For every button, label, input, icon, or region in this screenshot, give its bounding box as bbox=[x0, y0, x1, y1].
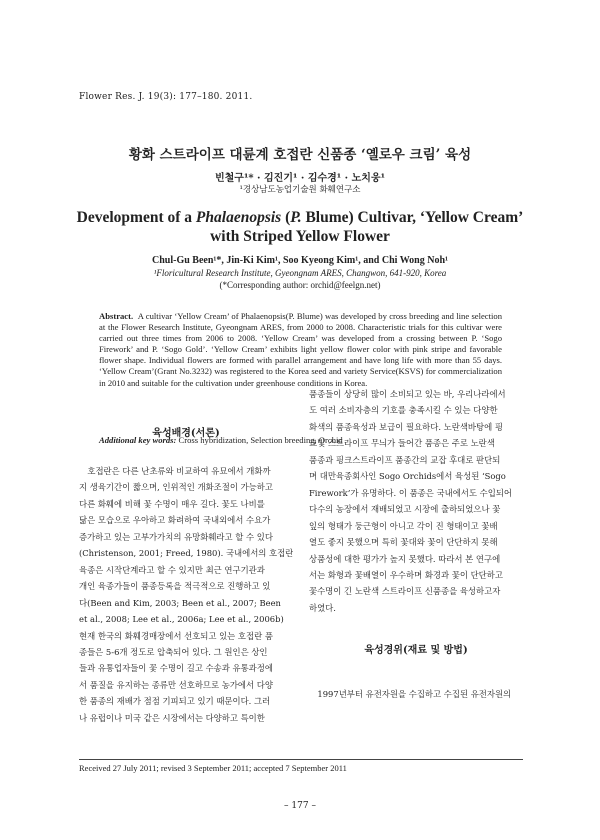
text-line: 다수의 농장에서 재배되었고 시장에 출하되었으나 꽃 bbox=[309, 504, 501, 515]
right-column-body bbox=[309, 386, 523, 616]
text-line: 크빛 스트라이프 무늬가 들어간 품종은 주로 노란색 bbox=[309, 438, 495, 449]
title-line-2: with Striped Yellow Flower bbox=[210, 228, 390, 245]
left-column bbox=[79, 426, 293, 726]
journal-citation: Flower Res. J. 19(3): 177–180. 2011. bbox=[79, 92, 253, 102]
abstract bbox=[99, 311, 502, 389]
title-genus-abbrev: P. bbox=[290, 209, 302, 226]
text-line: 종들은 5-6개 정도로 압축되어 있다. 그 원인은 상인 bbox=[79, 646, 268, 657]
text-line: 육종은 시작단계라고 할 수 있지만 최근 연구기관과 bbox=[79, 564, 265, 575]
section-heading-methods: 육성경위(재료 및 방법) bbox=[364, 645, 468, 657]
text-line: 서 품질을 유지하는 종류만 선호하므로 농가에서 다양 bbox=[79, 679, 273, 690]
text-line: (Christenson, 2001; Freed, 1980). 국내에서의 호접란 bbox=[79, 548, 293, 559]
right-column bbox=[309, 386, 523, 703]
text-line: 나 유럽이나 미국 같은 시장에서는 다양하고 특이한 bbox=[79, 712, 265, 723]
text-line: 열도 좋지 못했으며 특히 꽃대와 꽃이 단단하지 못해 bbox=[309, 537, 498, 548]
text-line: 품종들이 상당히 많이 소비되고 있는 바, 우리나라에서 bbox=[309, 389, 506, 399]
text-line: 한 품종의 재배가 점점 기피되고 있기 때문이다. 그러 bbox=[79, 696, 271, 707]
left-column-body bbox=[79, 463, 293, 726]
text-line: 꽃수명이 긴 노란색 스트라이프 신품종을 육성하고자 bbox=[309, 586, 501, 597]
text-line: Firework’가 유명하다. 이 품종은 국내에서도 수입되어 bbox=[309, 487, 512, 498]
text-line: 서는 화형과 꽃배열이 우수하며 화경과 꽃이 단단하고 bbox=[309, 569, 503, 580]
text-line: 호접란은 다른 난초류와 비교하여 유묘에서 개화까 bbox=[79, 466, 271, 476]
text-line: 화색의 품종육성과 보급이 필요하다. 노란색바탕에 핑 bbox=[309, 421, 503, 432]
text-line: 다(Been and Kim, 2003; Been et al., 2007; Been bbox=[79, 597, 281, 608]
title-text: Blume) Cultivar, ‘Yellow Cream’ bbox=[301, 209, 524, 226]
text-line: et al., 2008; Lee et al., 2006a; Lee et al., 2006b) bbox=[79, 614, 284, 625]
corresponding-author: (*Corresponding author: orchid@feelgn.net) bbox=[219, 280, 381, 290]
text-line: 상품성에 대한 평가가 높지 못했다. 따라서 본 연구에 bbox=[309, 553, 501, 564]
text-line: 1997년부터 유전자원을 수집하고 수집된 유전자원의 bbox=[309, 689, 512, 700]
title-text: Development of a bbox=[76, 209, 196, 226]
footnote-rule bbox=[79, 759, 523, 760]
abstract-text: A cultivar ‘Yellow Cream’ of Phalaenopsis(P. Blume) was developed by cross breeding and line selection at the Flower Research Institute, Gyeongnam ARES, from 2000 to 2008. Characteristic trials for this cultivar were carried out three times from 2006 to 2008. ‘Yellow Cream’ was developed from a crossing between P. ‘Sogo Firework’ and P. ‘Sogo Gold’. ‘Yellow Cream’ exhibits light yellow flower color with pink stripe and favorable flower shape. Individual flowers are formed with parallel arrangement and have long life with more than 55 days. ‘Yellow Cream’(Grant No.3232) was registered to the Korea seed and variety Service(KSVS) for commercialization in 2010 and suitable for the cultivation under greenhouse conditions in Korea. bbox=[99, 311, 502, 388]
title-genus: Phalaenopsis bbox=[195, 209, 282, 226]
abstract-label: Abstract. bbox=[99, 311, 134, 321]
received-dates: Received 27 July 2011; revised 3 September 2011; accepted 7 September 2011 bbox=[79, 763, 347, 773]
title-text: ( bbox=[281, 209, 291, 226]
text-line: 하였다. bbox=[309, 602, 336, 613]
korean-title: 황화 스트라이프 대륜계 호접란 신품종 ‘옐로우 크림’ 육성 bbox=[128, 147, 472, 163]
page-number: – 177 – bbox=[284, 801, 316, 811]
text-line: 들과 유통업자들이 꽃 수명이 길고 수송과 유통과정에 bbox=[79, 663, 273, 674]
english-authors: Chul-Gu Been¹*, Jin-Ki Kim¹, Soo Kyeong Kim¹, and Chi Wong Noh¹ bbox=[151, 255, 449, 266]
text-line: 다른 화훼에 비해 꽃 수명이 매우 길다. 꽃도 나비를 bbox=[79, 498, 265, 509]
korean-authors: 빈철구¹* · 김진기¹ · 김수경¹ · 노치웅¹ bbox=[214, 173, 385, 184]
korean-affiliation: ¹경상남도농업기술원 화훼연구소 bbox=[239, 185, 361, 195]
text-line: 잎의 형태가 둥근형이 아니고 각이 진 형태이고 꽃배 bbox=[309, 520, 498, 531]
text-line: 도 여러 소비자층의 기호를 충족시킬 수 있는 다양한 bbox=[309, 405, 498, 416]
text-line: 품종과 핑크스트라이프 품종간의 교잡 후대로 판단되 bbox=[309, 454, 501, 465]
text-line: 닮은 모습으로 우아하고 화려하여 국내외에서 수요가 bbox=[79, 515, 271, 526]
text-line: 개인 육종가들이 품종등록을 적극적으로 진행하고 있 bbox=[79, 581, 271, 592]
english-title bbox=[40, 208, 560, 246]
keywords-label: Additional key words: bbox=[99, 435, 177, 445]
english-affiliation: ¹Floricultural Research Institute, Gyeongnam ARES, Changwon, 641-920, Korea bbox=[153, 268, 447, 278]
text-line: 지 생육기간이 짧으며, 인위적인 개화조절이 가능하고 bbox=[79, 482, 273, 493]
text-line: 증가하고 있는 고부가가치의 유망화훼라고 할 수 있다 bbox=[79, 531, 273, 542]
keywords-text: Cross hybridization, Selection breeding, Orchid bbox=[178, 435, 343, 445]
section-heading-background: 육성배경(서론) bbox=[152, 428, 220, 439]
text-line: 현재 한국의 화훼경매장에서 선호되고 있는 호접란 품 bbox=[79, 630, 273, 641]
text-line: 며 대만육종회사인 Sogo Orchids에서 육성된 ‘Sogo bbox=[309, 471, 506, 482]
